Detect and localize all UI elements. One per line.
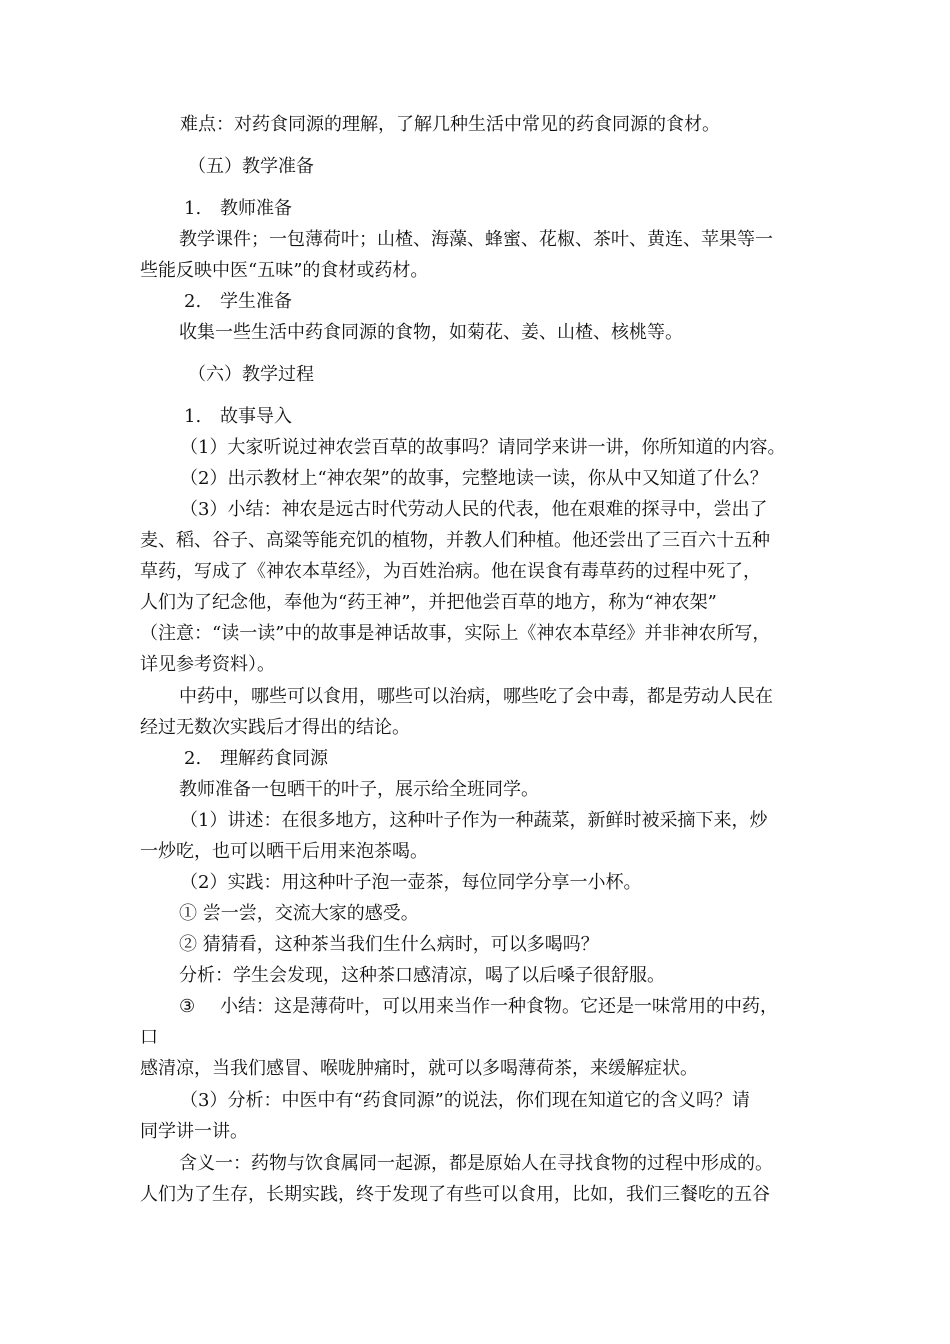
subsection-heading: 理解药食同源 [220,748,328,769]
text-line: （2）实践：用这种叶子泡一壶茶，每位同学分享一小杯。 [180,872,642,893]
text-line: 难点：对药食同源的理解，了解几种生活中常见的药食同源的食材。 [180,114,720,135]
list-number: 2. [184,291,202,312]
text-line: 含义一：药物与饮食属同一起源，都是原始人在寻找食物的过程中形成的。 [179,1153,773,1174]
subsection-heading: 学生准备 [220,291,292,312]
text-line: 些能反映中医“五味”的食材或药材。 [140,260,429,281]
text-line: （3）分析：中医中有“药食同源”的说法，你们现在知道它的含义吗？请 [180,1090,750,1111]
text-line: 口 [140,1027,158,1048]
text-line: 详见参考资料）。 [140,654,275,675]
text-line: 麦、稻、谷子、高粱等能充饥的植物，并教人们种植。他还尝出了三百六十五种 [140,530,770,551]
text-line: 经过无数次实践后才得出的结论。 [140,717,410,738]
text-line: （3）小结：神农是远古时代劳动人民的代表，他在艰难的探寻中，尝出了 [180,499,768,520]
text-line: ② 猜猜看，这种茶当我们生什么病时，可以多喝吗？ [179,934,599,955]
section-heading: （五）教学准备 [188,156,314,177]
text-line: 人们为了纪念他，奉他为“药王神”，并把他尝百草的地方，称为“神农架” [140,592,717,613]
text-line: 人们为了生存，长期实践，终于发现了有些可以食用，比如，我们三餐吃的五谷 [140,1184,770,1205]
text-line: 一炒吃，也可以晒干后用来泡茶喝。 [140,841,428,862]
text-line: 教师准备一包晒干的叶子，展示给全班同学。 [179,779,539,800]
text-line: （注意：“读一读”中的故事是神话故事，实际上《神农本草经》并非神农所写， [140,623,771,644]
section-heading: （六）教学过程 [188,364,314,385]
text-line: 中药中，哪些可以食用，哪些可以治病，哪些吃了会中毒，都是劳动人民在 [179,686,773,707]
list-number: 2. [184,748,202,769]
list-number: 1. [184,406,202,427]
text-line: ① 尝一尝，交流大家的感受。 [179,903,419,924]
text-line: （2）出示教材上“神农架”的故事，完整地读一读，你从中又知道了什么？ [180,468,768,489]
text-line: （1）大家听说过神农尝百草的故事吗？请同学来讲一讲，你所知道的内容。 [180,437,786,458]
text-line: 感清凉，当我们感冒、喉咙肿痛时，就可以多喝薄荷茶，来缓解症状。 [140,1058,698,1079]
subsection-heading: 故事导入 [220,406,292,427]
text-line: 小结：这是薄荷叶，可以用来当作一种食物。它还是一味常用的中药， [220,996,778,1017]
text-line: 草药，写成了《神农本草经》，为百姓治病。他在误食有毒草药的过程中死了， [140,561,761,582]
text-line: （1）讲述：在很多地方，这种叶子作为一种蔬菜，新鲜时被采摘下来，炒 [180,810,768,831]
list-marker: ③ [179,996,196,1017]
list-number: 1. [184,198,202,219]
text-line: 收集一些生活中药食同源的食物，如菊花、姜、山楂、核桃等。 [179,322,683,343]
text-line: 同学讲一讲。 [140,1121,248,1142]
text-line: 分析：学生会发现，这种茶口感清凉，喝了以后嗓子很舒服。 [179,965,665,986]
text-line: 教学课件；一包薄荷叶；山楂、海藻、蜂蜜、花椒、茶叶、黄连、苹果等一 [179,229,773,250]
subsection-heading: 教师准备 [220,198,292,219]
